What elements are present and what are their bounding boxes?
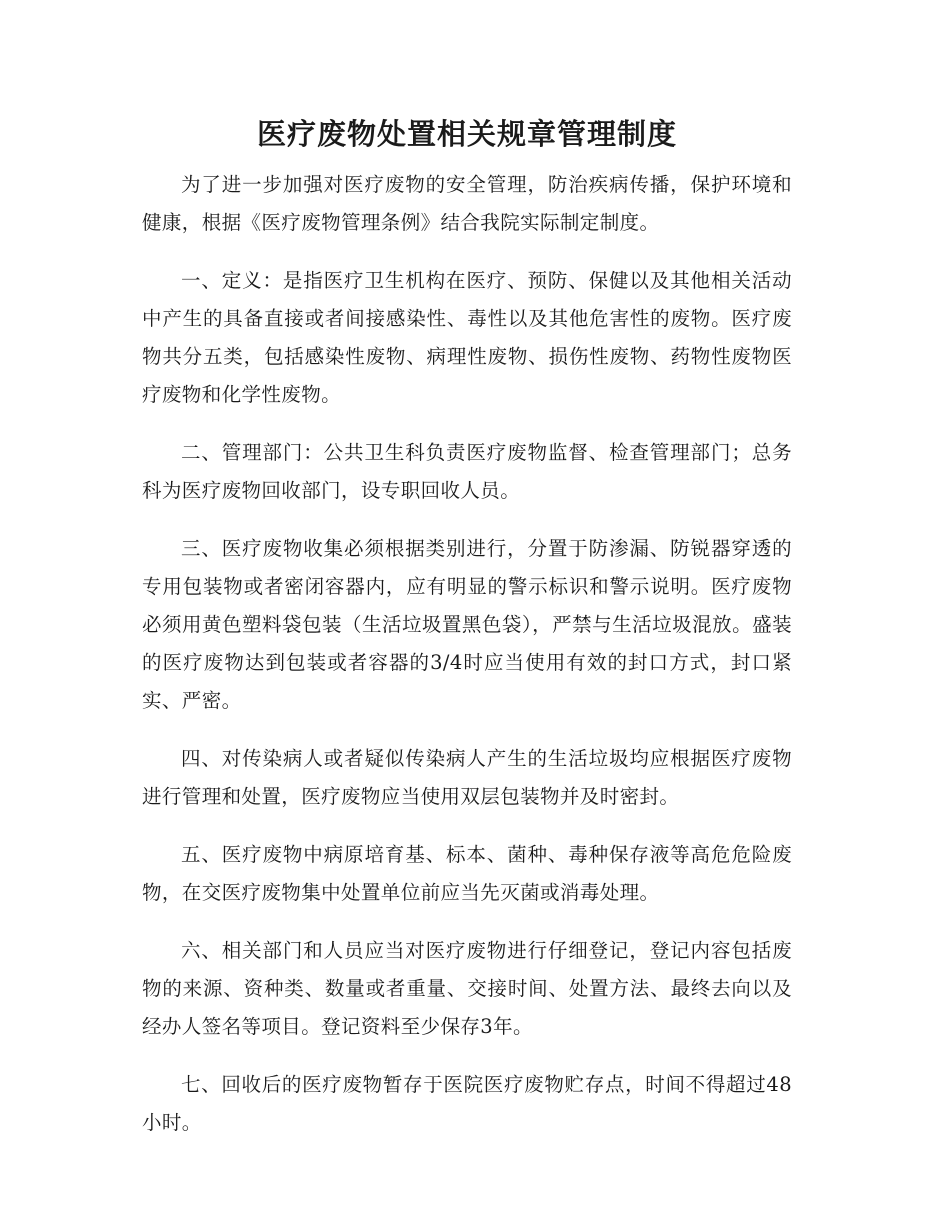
paragraph-collection: 三、医疗废物收集必须根据类别进行，分置于防渗漏、防锐器穿透的专用包装物或者密闭容器内，应有明显的警示标识和警示说明。医疗废物必须用黄色塑料袋包装（生活垃圾置黑色袋），严禁与生活垃圾混放。盛装的医疗废物达到包装或者容器的3/4时应当使用有效的封口方式，封口紧实、严密。 — [142, 537, 792, 712]
paragraph-intro: 为了进一步加强对医疗废物的安全管理，防治疾病传播，保护环境和健康，根据《医疗废物管理条例》结合我院实际制定制度。 — [142, 173, 792, 234]
paragraph-high-risk-waste: 五、医疗废物中病原培育基、标本、菌种、毒种保存液等高危危险废物，在交医疗废物集中处置单位前应当先灭菌或消毒处理。 — [142, 843, 792, 904]
document-title: 医疗废物处置相关规章管理制度 — [256, 117, 677, 151]
paragraph-storage: 七、回收后的医疗废物暂存于医院医疗废物贮存点，时间不得超过48小时。 — [142, 1073, 792, 1134]
paragraph-registration: 六、相关部门和人员应当对医疗废物进行仔细登记，登记内容包括废物的来源、资种类、数量或者重量、交接时间、处置方法、最终去向以及经办人签名等项目。登记资料至少保存3年。 — [142, 939, 792, 1038]
paragraph-definition: 一、定义：是指医疗卫生机构在医疗、预防、保健以及其他相关活动中产生的具备直接或者间接感染性、毒性以及其他危害性的废物。医疗废物共分五类，包括感染性废物、病理性废物、损伤性废物、药物性废物医疗废物和化学性废物。 — [142, 269, 792, 406]
paragraph-management-departments: 二、管理部门：公共卫生科负责医疗废物监督、检查管理部门；总务科为医疗废物回收部门，设专职回收人员。 — [142, 441, 792, 502]
paragraph-infectious-patients: 四、对传染病人或者疑似传染病人产生的生活垃圾均应根据医疗废物进行管理和处置，医疗废物应当使用双层包装物并及时密封。 — [142, 747, 792, 808]
